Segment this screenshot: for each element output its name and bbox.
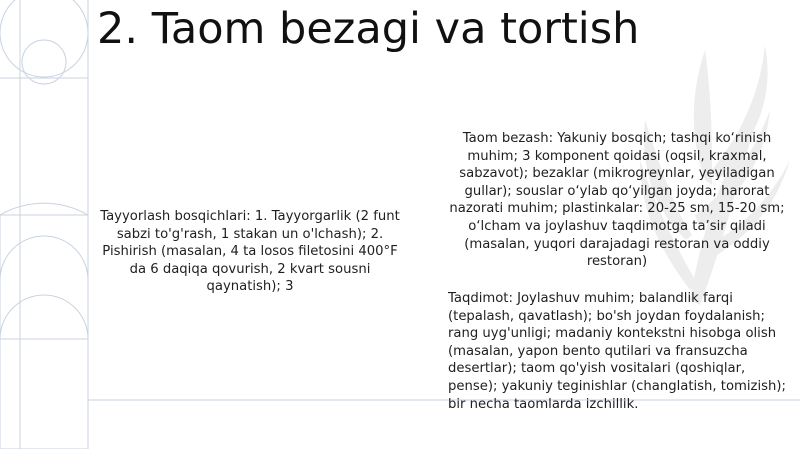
plating-text: Taom bezash: Yakuniy bosqich; tashqi ko‘rinish muhim; 3 komponent qoidasi (oqsil, kraxmal, sabzavot); bezaklar (mikrogreynlar, yeyiladigan gullar); souslar o‘ylab qo‘yilgan joyda; harorat nazorati muhim; plastinkalar: 20-25 sm, 15-20 sm; o‘lcham va joylashuv taqdimotga ta’sir qiladi (masalan, yuqori darajadagi restoran va oddiy restoran): [449, 131, 785, 270]
preparation-steps-text: Tayyorlash bosqichlari: 1. Tayyorgarlik (2 funt sabzi to'g'rash, 1 stakan un o'lchash); 2. Pishirish (masalan, 4 ta losos filetosini 400°F da 6 daqiqa qovurish, 2 kvart sousni qaynatish); 3: [100, 209, 400, 295]
slide-title: 2. Taom bezagi va tortish: [97, 4, 640, 54]
presentation-text: Taqdimot: Joylashuv muhim; balandlik farqi (tepalash, qavatlash); bo'sh joydan foydalanish; rang uyg'unligi; madaniy kontekstni hisobga olish (masalan, yapon bento qutilari va fransuzcha desertlar); taom qo'yish vositalari (qoshiqlar, pense); yakuniy teginishlar (changlatish, tomizish); bir necha taomlarda izchillik.: [448, 291, 786, 412]
